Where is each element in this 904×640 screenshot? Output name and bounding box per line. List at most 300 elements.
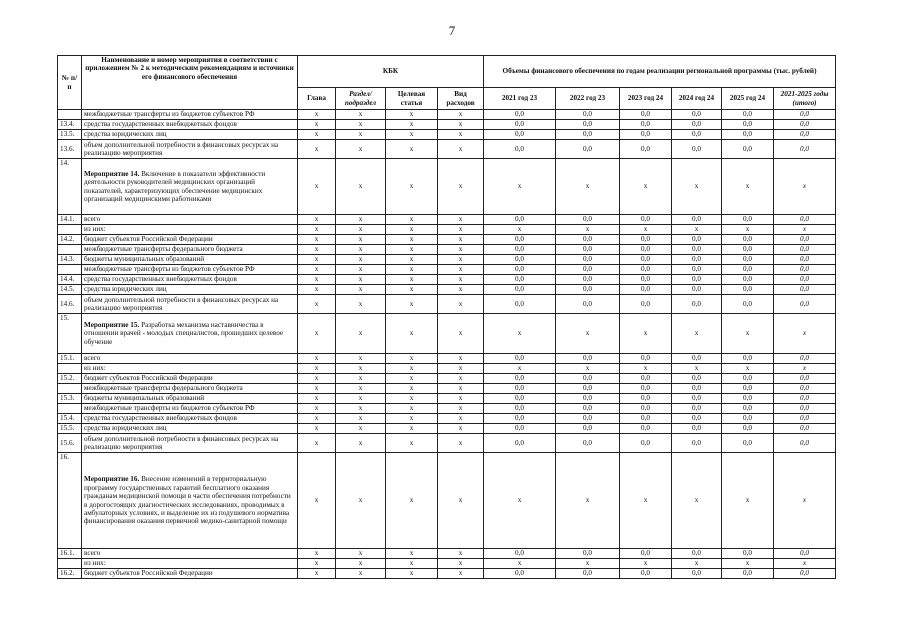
- kbk-cell: x: [386, 265, 438, 275]
- kbk-cell: x: [298, 414, 336, 424]
- value-cell: 0,0: [672, 140, 722, 159]
- kbk-cell: x: [386, 384, 438, 394]
- value-cell: 0,0: [556, 394, 620, 404]
- value-cell: 0,0: [484, 434, 556, 453]
- row-name: [82, 110, 298, 120]
- row-name: [82, 235, 298, 245]
- value-total-cell: 0,0: [774, 569, 836, 579]
- row-number: 15.3.: [58, 394, 82, 404]
- header-year-2025: 2025 год 24: [722, 88, 774, 110]
- value-total-cell: 0,0: [774, 354, 836, 364]
- row-name: [82, 265, 298, 275]
- value-cell: 0,0: [484, 235, 556, 245]
- value-cell: x: [620, 364, 672, 374]
- row-number: 16.2.: [58, 569, 82, 579]
- header-year-2022: 2022 год 23: [556, 88, 620, 110]
- kbk-cell: x: [336, 569, 386, 579]
- value-cell: x: [556, 314, 620, 354]
- table-row: [58, 549, 836, 559]
- table-row: [58, 569, 836, 579]
- value-cell: 0,0: [672, 424, 722, 434]
- kbk-cell: x: [298, 314, 336, 354]
- value-cell: 0,0: [484, 549, 556, 559]
- row-number: 16.: [58, 453, 82, 549]
- row-number: 13.6.: [58, 140, 82, 159]
- row-name-text: из них:: [84, 225, 106, 234]
- row-name: [82, 295, 298, 314]
- row-number: [58, 225, 82, 235]
- value-total-cell: 0,0: [774, 424, 836, 434]
- value-total-cell: x: [774, 159, 836, 215]
- row-name: [82, 559, 298, 569]
- value-cell: x: [556, 225, 620, 235]
- row-name-text: бюджет субъектов Российской Федерации: [84, 569, 213, 578]
- table-row: [58, 110, 836, 120]
- kbk-cell: x: [438, 265, 484, 275]
- kbk-cell: x: [438, 225, 484, 235]
- kbk-cell: x: [438, 159, 484, 215]
- value-cell: 0,0: [556, 434, 620, 453]
- kbk-cell: x: [336, 549, 386, 559]
- kbk-cell: x: [298, 130, 336, 140]
- value-cell: 0,0: [722, 255, 774, 265]
- header-name: Наименование и номер мероприятия в соответствии с приложением № 2 к методическим рекомендациям и источники его финансового обеспечения: [82, 56, 298, 110]
- kbk-cell: x: [386, 110, 438, 120]
- value-cell: 0,0: [722, 394, 774, 404]
- kbk-cell: x: [386, 569, 438, 579]
- row-number: 15.5.: [58, 424, 82, 434]
- value-cell: 0,0: [620, 215, 672, 225]
- table-row: [58, 159, 836, 215]
- value-cell: 0,0: [672, 569, 722, 579]
- kbk-cell: x: [438, 569, 484, 579]
- value-cell: x: [556, 559, 620, 569]
- kbk-cell: x: [298, 394, 336, 404]
- row-number: 14.1.: [58, 215, 82, 225]
- value-cell: x: [620, 225, 672, 235]
- value-cell: 0,0: [484, 275, 556, 285]
- value-cell: 0,0: [620, 394, 672, 404]
- value-cell: 0,0: [672, 414, 722, 424]
- value-cell: x: [484, 453, 556, 549]
- row-number: 14.: [58, 159, 82, 215]
- value-cell: 0,0: [722, 130, 774, 140]
- kbk-cell: x: [298, 404, 336, 414]
- value-cell: 0,0: [484, 295, 556, 314]
- row-name: [82, 354, 298, 364]
- kbk-cell: x: [298, 235, 336, 245]
- measure-title: Мероприятие 14.: [84, 169, 140, 178]
- kbk-cell: x: [298, 434, 336, 453]
- value-total-cell: x: [774, 453, 836, 549]
- row-name-text: бюджет субъектов Российской Федерации: [84, 374, 213, 383]
- header-kbk: КБК: [298, 56, 484, 88]
- kbk-cell: x: [386, 559, 438, 569]
- row-name: [82, 414, 298, 424]
- value-total-cell: 0,0: [774, 130, 836, 140]
- value-cell: 0,0: [620, 569, 672, 579]
- kbk-cell: x: [386, 404, 438, 414]
- value-cell: 0,0: [556, 215, 620, 225]
- table-row: [58, 364, 836, 374]
- table-row: [58, 314, 836, 354]
- row-name: [82, 255, 298, 265]
- value-cell: 0,0: [620, 275, 672, 285]
- value-cell: 0,0: [620, 235, 672, 245]
- kbk-cell: x: [336, 120, 386, 130]
- value-cell: 0,0: [556, 414, 620, 424]
- value-cell: 0,0: [722, 549, 774, 559]
- kbk-cell: x: [438, 130, 484, 140]
- kbk-cell: x: [438, 549, 484, 559]
- row-name-text: межбюджетные трансферты федерального бюджета: [84, 245, 243, 254]
- row-number: 15.4.: [58, 414, 82, 424]
- value-cell: x: [484, 314, 556, 354]
- value-cell: x: [722, 364, 774, 374]
- measure-title: Мероприятие 16.: [84, 475, 140, 484]
- value-cell: 0,0: [556, 384, 620, 394]
- value-cell: 0,0: [484, 404, 556, 414]
- row-name-text: всего: [84, 215, 101, 224]
- value-cell: x: [484, 559, 556, 569]
- value-cell: 0,0: [722, 275, 774, 285]
- row-name-text: бюджеты муниципальных образований: [84, 394, 205, 403]
- kbk-cell: x: [386, 235, 438, 245]
- row-number: 13.4.: [58, 120, 82, 130]
- value-cell: 0,0: [722, 265, 774, 275]
- value-cell: 0,0: [672, 275, 722, 285]
- value-cell: 0,0: [722, 424, 774, 434]
- row-name: [82, 404, 298, 414]
- kbk-cell: x: [438, 255, 484, 265]
- kbk-cell: x: [298, 255, 336, 265]
- value-cell: x: [484, 364, 556, 374]
- kbk-cell: x: [438, 140, 484, 159]
- table-row: [58, 354, 836, 364]
- kbk-cell: x: [386, 314, 438, 354]
- table-row: [58, 120, 836, 130]
- row-number: 14.6.: [58, 295, 82, 314]
- kbk-cell: x: [438, 275, 484, 285]
- header-num: № п/п: [58, 56, 82, 110]
- header-year-2023: 2023 год 24: [620, 88, 672, 110]
- value-cell: 0,0: [672, 374, 722, 384]
- value-cell: 0,0: [722, 374, 774, 384]
- value-cell: 0,0: [672, 384, 722, 394]
- value-total-cell: x: [774, 225, 836, 235]
- row-name-text: из них:: [84, 559, 106, 568]
- row-name: [82, 394, 298, 404]
- row-name: [82, 159, 298, 215]
- kbk-cell: x: [438, 354, 484, 364]
- value-cell: 0,0: [620, 130, 672, 140]
- row-number: 14.4.: [58, 275, 82, 285]
- table-row: [58, 453, 836, 549]
- kbk-cell: x: [336, 414, 386, 424]
- value-cell: 0,0: [620, 374, 672, 384]
- value-cell: 0,0: [556, 404, 620, 414]
- value-cell: x: [672, 453, 722, 549]
- row-name-text: объем дополнительной потребности в финансовых ресурсах на реализацию мероприятия: [84, 295, 279, 312]
- value-cell: 0,0: [556, 130, 620, 140]
- value-cell: 0,0: [672, 130, 722, 140]
- kbk-cell: x: [386, 245, 438, 255]
- kbk-cell: x: [336, 130, 386, 140]
- kbk-cell: x: [298, 159, 336, 215]
- kbk-cell: x: [336, 295, 386, 314]
- row-name: [82, 453, 298, 549]
- kbk-cell: x: [298, 384, 336, 394]
- row-number: 15.: [58, 314, 82, 354]
- kbk-cell: x: [336, 559, 386, 569]
- kbk-cell: x: [298, 265, 336, 275]
- value-cell: 0,0: [722, 245, 774, 255]
- row-number: [58, 245, 82, 255]
- kbk-cell: x: [386, 424, 438, 434]
- row-name-text: средства государственных внебюджетных фондов: [84, 414, 237, 423]
- value-cell: 0,0: [620, 110, 672, 120]
- value-cell: 0,0: [722, 120, 774, 130]
- value-cell: x: [672, 559, 722, 569]
- value-cell: 0,0: [484, 215, 556, 225]
- kbk-cell: x: [386, 374, 438, 384]
- value-total-cell: 0,0: [774, 404, 836, 414]
- value-cell: 0,0: [722, 384, 774, 394]
- header-volumes: Объемы финансового обеспечения по годам реализации региональной программы (тыс. рублей): [484, 56, 836, 88]
- kbk-cell: x: [438, 295, 484, 314]
- value-total-cell: 0,0: [774, 434, 836, 453]
- value-cell: 0,0: [556, 255, 620, 265]
- kbk-cell: x: [298, 453, 336, 549]
- header-kbk-article: Целевая статья: [386, 88, 438, 110]
- value-cell: x: [620, 314, 672, 354]
- header-year-2021: 2021 год 23: [484, 88, 556, 110]
- value-cell: x: [620, 159, 672, 215]
- kbk-cell: x: [298, 354, 336, 364]
- row-name: [82, 120, 298, 130]
- kbk-cell: x: [298, 374, 336, 384]
- value-cell: 0,0: [484, 414, 556, 424]
- kbk-cell: x: [438, 384, 484, 394]
- kbk-cell: x: [298, 110, 336, 120]
- value-total-cell: x: [774, 559, 836, 569]
- value-cell: 0,0: [722, 285, 774, 295]
- kbk-cell: x: [336, 384, 386, 394]
- row-name-text: средства государственных внебюджетных фондов: [84, 120, 237, 129]
- value-cell: 0,0: [620, 414, 672, 424]
- kbk-cell: x: [336, 434, 386, 453]
- value-cell: 0,0: [722, 215, 774, 225]
- value-total-cell: 0,0: [774, 414, 836, 424]
- row-name: [82, 364, 298, 374]
- value-cell: 0,0: [620, 120, 672, 130]
- row-name-text: Включение в показатели эффективности деятельности руководителей медицинских организаций показателей, характеризующих обеспечение медицинских организаций медицинскими работниками: [84, 169, 266, 203]
- value-total-cell: 0,0: [774, 245, 836, 255]
- row-name: [82, 245, 298, 255]
- row-number: [58, 559, 82, 569]
- value-cell: 0,0: [672, 394, 722, 404]
- value-cell: 0,0: [722, 404, 774, 414]
- value-cell: 0,0: [672, 285, 722, 295]
- kbk-cell: x: [386, 140, 438, 159]
- value-cell: 0,0: [620, 140, 672, 159]
- value-cell: 0,0: [484, 255, 556, 265]
- kbk-cell: x: [386, 453, 438, 549]
- kbk-cell: x: [438, 434, 484, 453]
- kbk-cell: x: [336, 314, 386, 354]
- kbk-cell: x: [298, 569, 336, 579]
- kbk-cell: x: [386, 354, 438, 364]
- value-cell: 0,0: [672, 434, 722, 453]
- kbk-cell: x: [336, 374, 386, 384]
- kbk-cell: x: [438, 235, 484, 245]
- value-cell: 0,0: [620, 549, 672, 559]
- row-name-text: бюджеты муниципальных образований: [84, 255, 205, 264]
- value-cell: 0,0: [722, 414, 774, 424]
- row-name: [82, 569, 298, 579]
- header-kbk-expense-type: Вид расходов: [438, 88, 484, 110]
- value-total-cell: 0,0: [774, 110, 836, 120]
- page-number: 7: [448, 23, 456, 38]
- row-name-text: бюджет субъектов Российской Федерации: [84, 235, 213, 244]
- value-cell: 0,0: [556, 275, 620, 285]
- value-total-cell: 0,0: [774, 295, 836, 314]
- header-row-1: [58, 56, 836, 88]
- kbk-cell: x: [336, 140, 386, 159]
- kbk-cell: x: [336, 215, 386, 225]
- value-cell: 0,0: [620, 424, 672, 434]
- row-name-text: Разработка механизма наставничества в отношении врачей - молодых специалистов, прошедших целевое обучение: [84, 320, 284, 346]
- value-cell: 0,0: [556, 424, 620, 434]
- value-cell: 0,0: [484, 354, 556, 364]
- table-row: [58, 434, 836, 453]
- value-total-cell: 0,0: [774, 374, 836, 384]
- kbk-cell: x: [438, 559, 484, 569]
- value-cell: 0,0: [722, 140, 774, 159]
- table-row: [58, 130, 836, 140]
- value-cell: 0,0: [722, 110, 774, 120]
- value-cell: 0,0: [556, 285, 620, 295]
- table-row: [58, 215, 836, 225]
- table-row: [58, 285, 836, 295]
- value-cell: 0,0: [484, 424, 556, 434]
- kbk-cell: x: [386, 364, 438, 374]
- kbk-cell: x: [298, 364, 336, 374]
- value-cell: x: [672, 314, 722, 354]
- value-cell: 0,0: [484, 265, 556, 275]
- kbk-cell: x: [438, 374, 484, 384]
- row-name: [82, 434, 298, 453]
- row-name-text: из них:: [84, 364, 106, 373]
- kbk-cell: x: [336, 235, 386, 245]
- row-name: [82, 225, 298, 235]
- kbk-cell: x: [438, 215, 484, 225]
- table-row: [58, 384, 836, 394]
- value-total-cell: x: [774, 364, 836, 374]
- table-row: [58, 559, 836, 569]
- kbk-cell: x: [438, 414, 484, 424]
- kbk-cell: x: [386, 295, 438, 314]
- value-cell: 0,0: [556, 140, 620, 159]
- row-name-text: объем дополнительной потребности в финансовых ресурсах на реализацию мероприятия: [84, 140, 279, 157]
- value-cell: x: [620, 559, 672, 569]
- kbk-cell: x: [298, 295, 336, 314]
- value-cell: x: [722, 314, 774, 354]
- kbk-cell: x: [336, 265, 386, 275]
- table-row: [58, 374, 836, 384]
- row-name-text: объем дополнительной потребности в финансовых ресурсах на реализацию мероприятия: [84, 434, 279, 451]
- row-name: [82, 285, 298, 295]
- value-cell: 0,0: [672, 215, 722, 225]
- value-cell: 0,0: [556, 235, 620, 245]
- value-cell: 0,0: [484, 120, 556, 130]
- value-cell: x: [722, 225, 774, 235]
- value-cell: 0,0: [672, 549, 722, 559]
- value-total-cell: 0,0: [774, 549, 836, 559]
- value-cell: 0,0: [620, 434, 672, 453]
- table-row: [58, 275, 836, 285]
- kbk-cell: x: [298, 285, 336, 295]
- kbk-cell: x: [336, 225, 386, 235]
- value-cell: 0,0: [620, 354, 672, 364]
- kbk-cell: x: [438, 424, 484, 434]
- table-row: [58, 295, 836, 314]
- kbk-cell: x: [386, 215, 438, 225]
- kbk-cell: x: [438, 110, 484, 120]
- value-cell: 0,0: [484, 245, 556, 255]
- table-row: [58, 424, 836, 434]
- kbk-cell: x: [336, 255, 386, 265]
- row-name-text: Внесение изменений в территориальную программу государственных гарантий бесплатного оказания гражданам медицинской помощи в части обеспечения потребности в дорогостоящих диагностических исследованиях, проводимых в амбулаторных условиях, и выделение их из подушевого норматива финансирования оказания первичной медико-санитарной помощи: [84, 475, 291, 526]
- kbk-cell: x: [438, 120, 484, 130]
- row-number: 16.1.: [58, 549, 82, 559]
- row-number: 15.2.: [58, 374, 82, 384]
- kbk-cell: x: [438, 394, 484, 404]
- value-cell: 0,0: [484, 110, 556, 120]
- kbk-cell: x: [336, 354, 386, 364]
- kbk-cell: x: [438, 285, 484, 295]
- row-name-text: межбюджетные трансферты из бюджетов субъектов РФ: [84, 404, 255, 413]
- value-cell: 0,0: [672, 265, 722, 275]
- row-name-text: средства государственных внебюджетных фондов: [84, 275, 237, 284]
- value-cell: 0,0: [722, 354, 774, 364]
- kbk-cell: x: [336, 364, 386, 374]
- row-name-text: средства юридических лиц: [84, 424, 167, 433]
- value-cell: 0,0: [484, 374, 556, 384]
- kbk-cell: x: [438, 453, 484, 549]
- row-name: [82, 424, 298, 434]
- value-cell: 0,0: [484, 130, 556, 140]
- row-number: 13.5.: [58, 130, 82, 140]
- row-number: [58, 404, 82, 414]
- table-row: [58, 394, 836, 404]
- value-cell: 0,0: [672, 354, 722, 364]
- kbk-cell: x: [298, 225, 336, 235]
- kbk-cell: x: [336, 245, 386, 255]
- kbk-cell: x: [336, 285, 386, 295]
- kbk-cell: x: [386, 434, 438, 453]
- kbk-cell: x: [298, 140, 336, 159]
- header-kbk-chapter: Глава: [298, 88, 336, 110]
- table-row: [58, 255, 836, 265]
- kbk-cell: x: [438, 364, 484, 374]
- value-cell: 0,0: [672, 120, 722, 130]
- kbk-cell: x: [386, 120, 438, 130]
- value-cell: 0,0: [484, 384, 556, 394]
- row-name: [82, 384, 298, 394]
- row-name-text: межбюджетные трансферты из бюджетов субъектов РФ: [84, 110, 255, 119]
- kbk-cell: x: [336, 453, 386, 549]
